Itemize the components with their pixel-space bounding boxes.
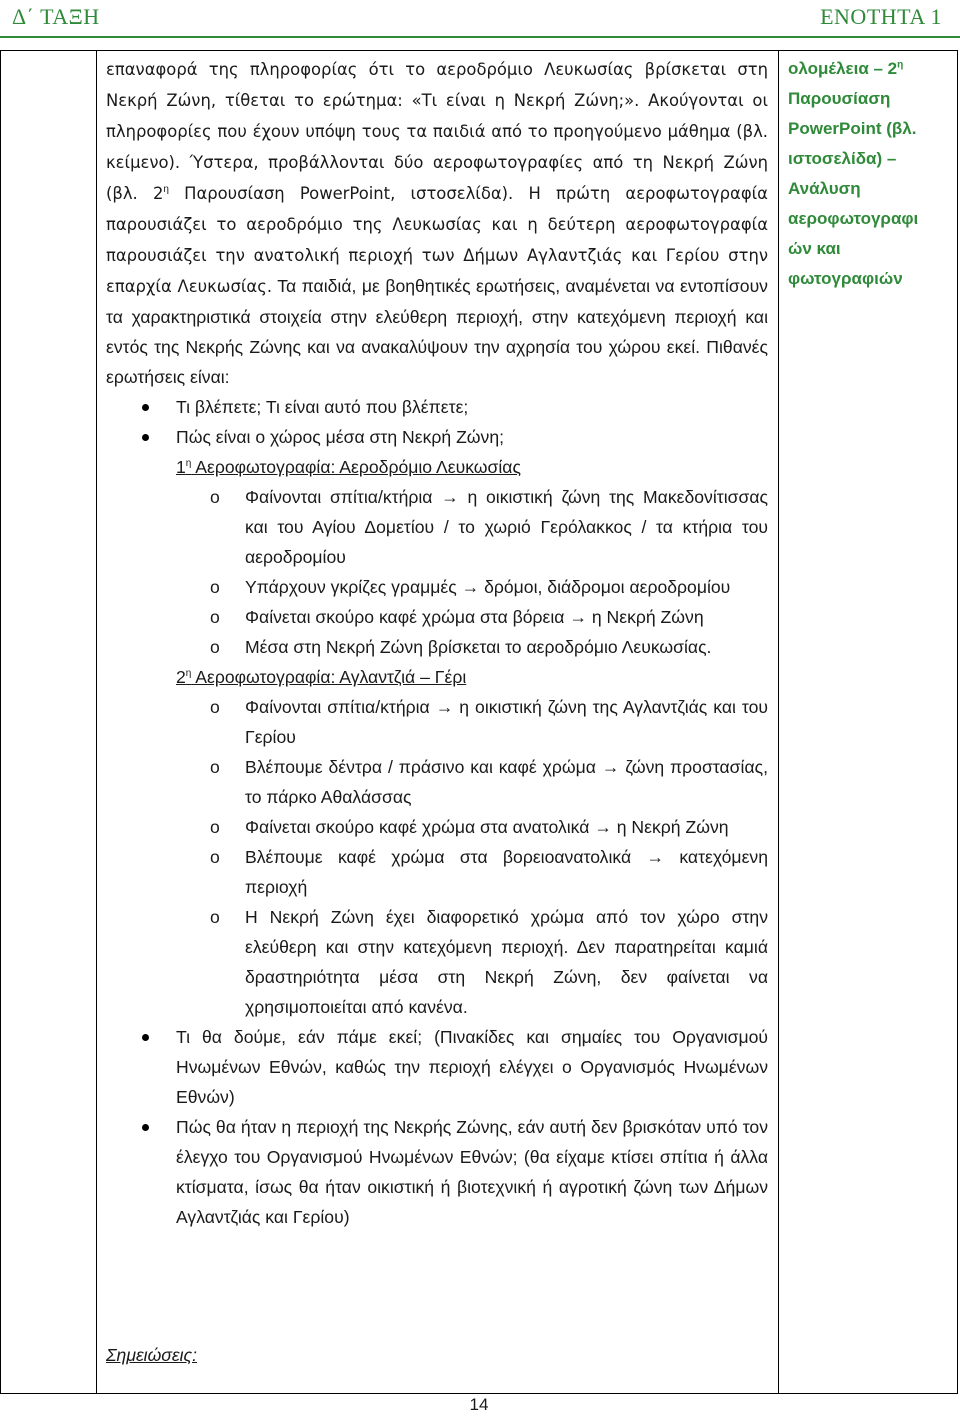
side-line: φωτογραφιών [788, 269, 903, 288]
circle-bullet-icon: o [210, 577, 220, 597]
circle-bullet-icon: o [210, 847, 220, 867]
bullet-icon [142, 434, 149, 441]
list-item: o Μέσα στη Νεκρή Ζώνη βρίσκεται το αεροδρόμιο Λευκωσίας. [106, 632, 768, 662]
side-column [788, 54, 950, 294]
list-item: o Φαίνεται σκούρο καφέ χρώμα στα ανατολικά → η Νεκρή Ζώνη [106, 812, 768, 842]
photo2-heading: $2^\eta$ Αεροφωτογραφία: Αγλαντζιά – Γέρι [176, 667, 467, 687]
table-border-left [0, 50, 1, 1394]
question-item: Τι θα δούμε, εάν πάμε εκεί; (Πινακίδες και σημαίες του Οργανισμού Ηνωμένων Εθνών, καθώς την περιοχή ελέγχει ο Οργανισμός Ηνωμένων Εθνών) [106, 1022, 768, 1112]
circle-bullet-icon: o [210, 487, 220, 507]
side-line: ών και [788, 239, 841, 258]
table-divider-2 [778, 50, 779, 1394]
side-line: Παρουσίαση [788, 89, 891, 108]
list-item: o Φαίνονται σπίτια/κτήρια → η οικιστική ζώνη της Μακεδονίτισσας και του Αγίου Δομετίου / το χωριό Γερόλακκος / τα κτήρια του αεροδρομίου [106, 482, 768, 572]
question-item: Πώς θα ήταν η περιοχή της Νεκρής Ζώνης, εάν αυτή δεν βρισκόταν υπό τον έλεγχο του Οργανισμού Ηνωμένων Εθνών; (θα είχαμε κτίσει σπίτια ή άλλα κτίσματα, ίσως θα ήταν οικιστική ή βιοτεχνική ή αγροτική ζώνη των Δήμων Αγλαντζιάς και Γερίου) [106, 1112, 768, 1232]
questions-list-b [106, 1022, 768, 1232]
unit-label: ΕΝΟΤΗΤΑ 1 [820, 4, 942, 29]
circle-bullet-icon: o [210, 697, 220, 717]
circle-bullet-icon: o [210, 907, 220, 927]
bullet-icon [142, 1034, 149, 1041]
list-item: o Υπάρχουν γκρίζες γραμμές → δρόμοι, διάδρομοι αεροδρομίου [106, 572, 768, 602]
page-number: 14 [469, 1395, 489, 1414]
list-item: o Φαίνονται σπίτια/κτήρια → η οικιστική ζώνη της Αγλαντζιάς και του Γερίου [106, 692, 768, 752]
circle-bullet-icon: o [210, 817, 220, 837]
side-line: ολομέλεια – $2^\eta$ [788, 59, 904, 78]
side-line: ιστοσελίδα) – [788, 149, 897, 168]
side-line: PowerPoint (βλ. [788, 119, 917, 138]
list-item: o Η Νεκρή Ζώνη έχει διαφορετικό χρώμα από τον χώρο στην ελεύθερη και στην κατεχόμενη περιοχή. Δεν παρατηρείται καμιά δραστηριότητα μέσα στη Νεκρή Ζώνη, δεν φαίνεται να χρησιμοποιείται από κανένα. [106, 902, 768, 1022]
lesson-content [106, 54, 768, 1232]
circle-bullet-icon: o [210, 607, 220, 627]
grade-label: Δ΄ ΤΑΞΗ [12, 4, 100, 29]
circle-bullet-icon: o [210, 637, 220, 657]
photo1-heading: $1^\eta$ Αεροφωτογραφία: Αεροδρόμιο Λευκωσίας [176, 457, 521, 477]
table-border-right [957, 50, 958, 1394]
questions-list-a [106, 392, 768, 452]
circle-bullet-icon: o [210, 757, 220, 777]
table-border-top [0, 50, 958, 51]
side-line: αεροφωτογραφι [788, 209, 919, 228]
intro-paragraph: επαναφορά της πληροφορίας ότι το αεροδρόμιο Λευκωσίας βρίσκεται στη Νεκρή Ζώνη, τίθεται το ερώτημα: «Τι είναι η Νεκρή Ζώνη;». Ακούγονται οι πληροφορίες που έχουν υπόψη τους τα παιδιά από το προηγούμενο μάθημα (βλ. κείμενο). Ύστερα, προβάλλονται δύο αεροφωτογραφίες από τη Νεκρή Ζώνη (βλ. $2^\eta$ Παρουσίαση PowerPoint, ιστοσελίδα). Η πρώτη αεροφωτογραφία παρουσιάζει το αεροδρόμιο της Λευκωσίας και η δεύτερη αεροφωτογραφία παρουσιάζει την ανατολική περιοχή των Δήμων Αγλαντζιάς και Γερίου στην επαρχία Λευκωσίας. Τα παιδιά, με βοηθητικές ερωτήσεις, αναμένεται να εντοπίσουν τα χαρακτηριστικά στοιχεία στην ελεύθερη περιοχή, στην κατεχόμενη περιοχή και εντός της Νεκρής Ζώνης και να ανακαλύψουν την αχρησία του χώρου εκεί. Πιθανές ερωτήσεις είναι: [106, 60, 768, 387]
bullet-icon [142, 1124, 149, 1131]
page-header [0, 0, 960, 34]
question-item: Τι βλέπετε; Τι είναι αυτό που βλέπετε; [106, 392, 768, 422]
photo2-list [106, 692, 768, 1022]
list-item: o Φαίνεται σκούρο καφέ χρώμα στα βόρεια → η Νεκρή Ζώνη [106, 602, 768, 632]
table-divider-1 [96, 50, 97, 1394]
question-item: Πώς είναι ο χώρος μέσα στη Νεκρή Ζώνη; [106, 422, 768, 452]
bullet-icon [142, 404, 149, 411]
notes-label: Σημειώσεις: [106, 1345, 197, 1365]
header-divider [0, 36, 960, 38]
side-line: Ανάλυση [788, 179, 861, 198]
photo1-list [106, 482, 768, 662]
list-item: o Βλέπουμε καφέ χρώμα στα βορειοανατολικά → κατεχόμενη περιοχή [106, 842, 768, 902]
list-item: o Βλέπουμε δέντρα / πράσινο και καφέ χρώμα → ζώνη προστασίας, το πάρκο Αθαλάσσας [106, 752, 768, 812]
